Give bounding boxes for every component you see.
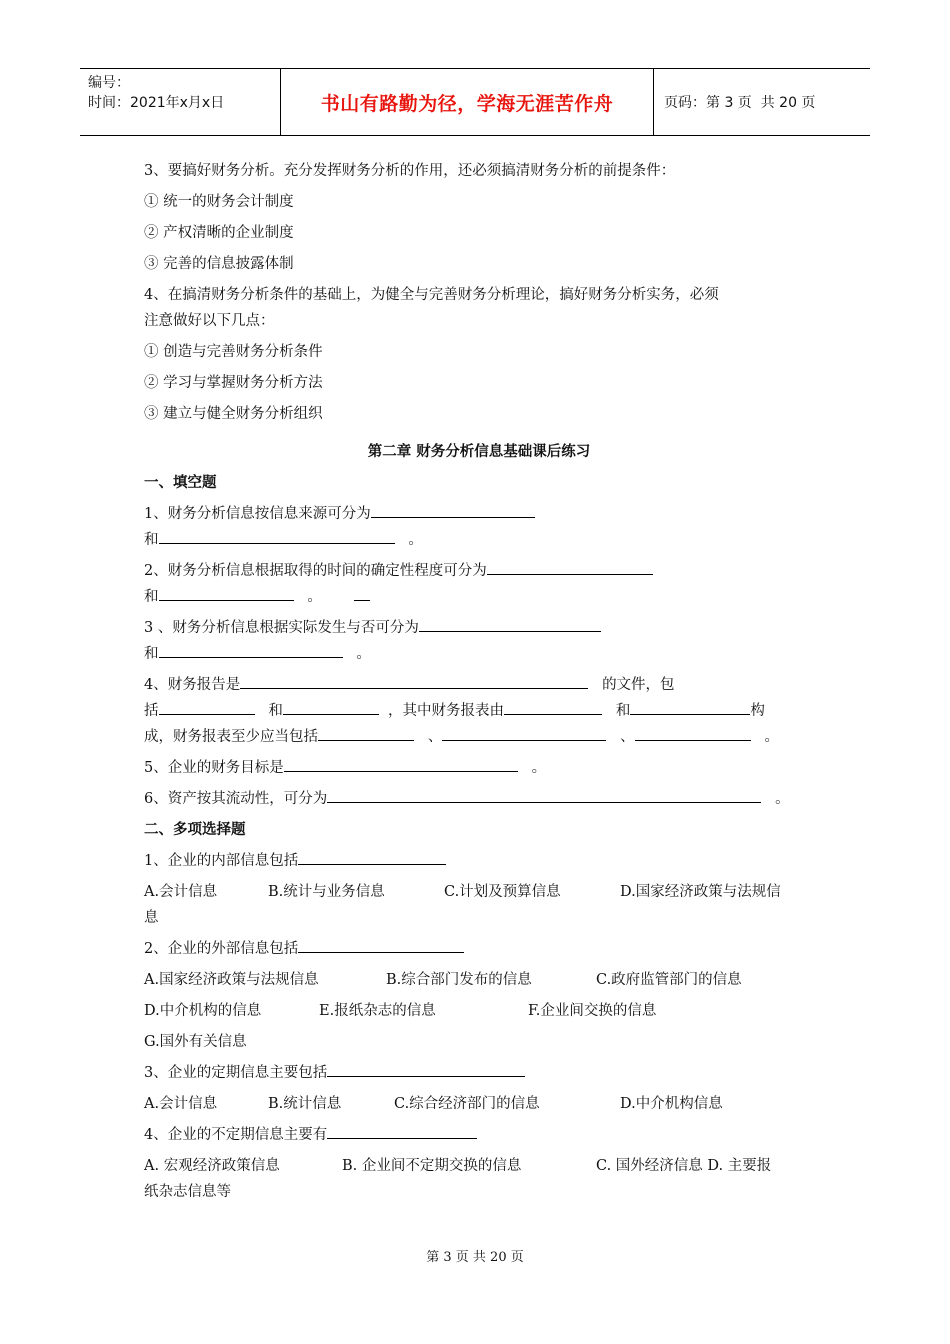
answer-blank	[318, 724, 414, 741]
question-text: 和	[615, 703, 631, 719]
question-end: 。	[531, 760, 547, 776]
list-item: ② 学习与掌握财务分析方法	[144, 375, 323, 391]
question-text: 、	[620, 729, 635, 745]
question-text: 、	[427, 729, 443, 745]
answer-blank	[504, 698, 602, 715]
question-text: 和	[144, 532, 159, 548]
options-row	[144, 967, 814, 993]
question-end: 。	[764, 729, 779, 745]
question-text: 1、企业的内部信息包括	[144, 853, 299, 869]
option-b: B. 企业间不定期交换的信息	[342, 1158, 522, 1174]
paragraph-item4	[144, 282, 814, 334]
question-text: 成，财务报表至少应当包括	[144, 729, 318, 745]
paragraph-item3: 3、要搞好财务分析。充分发挥财务分析的作用，还必须搞清财务分析的前提条件：	[144, 163, 676, 179]
answer-blank	[327, 1122, 477, 1139]
question-end: 。	[408, 532, 423, 548]
option-a: A. 宏观经济政策信息	[144, 1158, 280, 1174]
answer-blank	[371, 501, 535, 518]
answer-blank	[635, 724, 751, 741]
question-text: 5、企业的财务目标是	[144, 760, 284, 776]
page-header	[80, 68, 870, 136]
answer-blank	[327, 1060, 525, 1077]
doc-number-label: 编号：	[88, 75, 130, 91]
question-end: 。	[775, 791, 790, 807]
list-item: ③ 完善的信息披露体制	[144, 256, 294, 272]
fill-question-5	[144, 755, 814, 781]
list-item: ② 产权清晰的企业制度	[144, 225, 294, 241]
question-end: 。	[307, 589, 322, 605]
list-item: ① 统一的财务会计制度	[144, 194, 294, 210]
option-b: B.综合部门发布的信息	[386, 972, 532, 988]
paragraph-line: 注意做好以下几点：	[144, 313, 275, 329]
section-heading-multi: 二、多项选择题	[144, 822, 246, 838]
option-a: A.会计信息	[144, 1096, 218, 1112]
answer-blank	[298, 848, 446, 865]
multi-question-1	[144, 848, 814, 874]
header-page-text: 页码：第 3 页 共 20 页	[664, 95, 816, 111]
fill-question-4	[144, 672, 814, 750]
option-c: C.综合经济部门的信息	[394, 1096, 540, 1112]
answer-blank	[240, 672, 588, 689]
question-text: 的文件，包	[602, 677, 675, 693]
fill-question-2	[144, 558, 814, 610]
answer-blank	[487, 558, 653, 575]
options-row	[144, 879, 814, 931]
option-b: B.统计信息	[268, 1096, 342, 1112]
question-text: 和	[144, 646, 159, 662]
answer-blank	[442, 724, 606, 741]
question-end: 。	[356, 646, 371, 662]
list-item: ① 创造与完善财务分析条件	[144, 344, 323, 360]
answer-blank	[298, 936, 464, 953]
multi-question-3	[144, 1060, 814, 1086]
question-text: 3 、财务分析信息根据实际发生与否可分为	[144, 620, 419, 636]
list-item: ③ 建立与健全财务分析组织	[144, 406, 323, 422]
option-f: F.企业间交换的信息	[528, 1003, 657, 1019]
question-text: 6、资产按其流动性，可分为	[144, 791, 328, 807]
footer-page-number: 第 3 页 共 20 页	[426, 1250, 524, 1265]
options-row	[144, 1091, 814, 1117]
options-row	[144, 998, 814, 1024]
question-text: 4、企业的不定期信息主要有	[144, 1127, 328, 1143]
option-a: A.国家经济政策与法规信息	[144, 972, 319, 988]
question-text: 3、企业的定期信息主要包括	[144, 1065, 328, 1081]
answer-blank	[354, 584, 370, 601]
answer-blank	[159, 641, 343, 658]
question-text: 1、财务分析信息按信息来源可分为	[144, 506, 371, 522]
option-wrap: 息	[144, 910, 159, 926]
question-text: 4、财务报告是	[144, 677, 241, 693]
doc-time-label: 时间：2021年x月x日	[88, 95, 225, 111]
section-heading-fill: 一、填空题	[144, 475, 217, 491]
option-d: D.中介机构信息	[620, 1096, 723, 1112]
answer-blank	[327, 786, 761, 803]
answer-blank	[159, 527, 395, 544]
chapter-title: 第二章 财务分析信息基础课后练习	[367, 444, 591, 460]
multi-question-4	[144, 1122, 814, 1148]
header-meta	[80, 69, 281, 135]
question-text: 括	[144, 703, 159, 719]
option-g: G.国外有关信息	[144, 1034, 247, 1050]
options-row	[144, 1029, 814, 1055]
question-text: 和	[268, 703, 283, 719]
option-c: C.政府监管部门的信息	[596, 972, 742, 988]
option-c: C.计划及预算信息	[444, 884, 561, 900]
answer-blank	[630, 698, 750, 715]
question-text: 和	[144, 589, 159, 605]
fill-question-6	[144, 786, 814, 812]
option-d: D.国家经济政策与法规信	[620, 884, 781, 900]
answer-blank	[284, 755, 518, 772]
document-content	[144, 158, 814, 1210]
option-c-d: C. 国外经济信息 D. 主要报	[596, 1158, 772, 1174]
option-a: A.会计信息	[144, 884, 218, 900]
option-d: D.中介机构的信息	[144, 1003, 262, 1019]
options-row	[144, 1153, 814, 1205]
option-wrap: 纸杂志信息等	[144, 1184, 231, 1200]
question-text: 构	[750, 703, 765, 719]
question-text: 2、财务分析信息根据取得的时间的确定性程度可分为	[144, 563, 487, 579]
question-text: ，其中财务报表由	[388, 703, 505, 719]
answer-blank	[159, 584, 294, 601]
option-e: E.报纸杂志的信息	[319, 1003, 436, 1019]
question-text: 2、企业的外部信息包括	[144, 941, 299, 957]
answer-blank	[419, 615, 601, 632]
page-footer	[0, 1246, 950, 1265]
header-page-info	[654, 69, 870, 135]
fill-question-1	[144, 501, 814, 553]
header-motto: 书山有路勤为径，学海无涯苦作舟	[281, 69, 654, 135]
option-b: B.统计与业务信息	[268, 884, 385, 900]
answer-blank	[283, 698, 379, 715]
fill-question-3	[144, 615, 814, 667]
answer-blank	[159, 698, 255, 715]
paragraph-line: 4、在搞清财务分析条件的基础上，为健全与完善财务分析理论，搞好财务分析实务，必须	[144, 287, 719, 303]
multi-question-2	[144, 936, 814, 962]
